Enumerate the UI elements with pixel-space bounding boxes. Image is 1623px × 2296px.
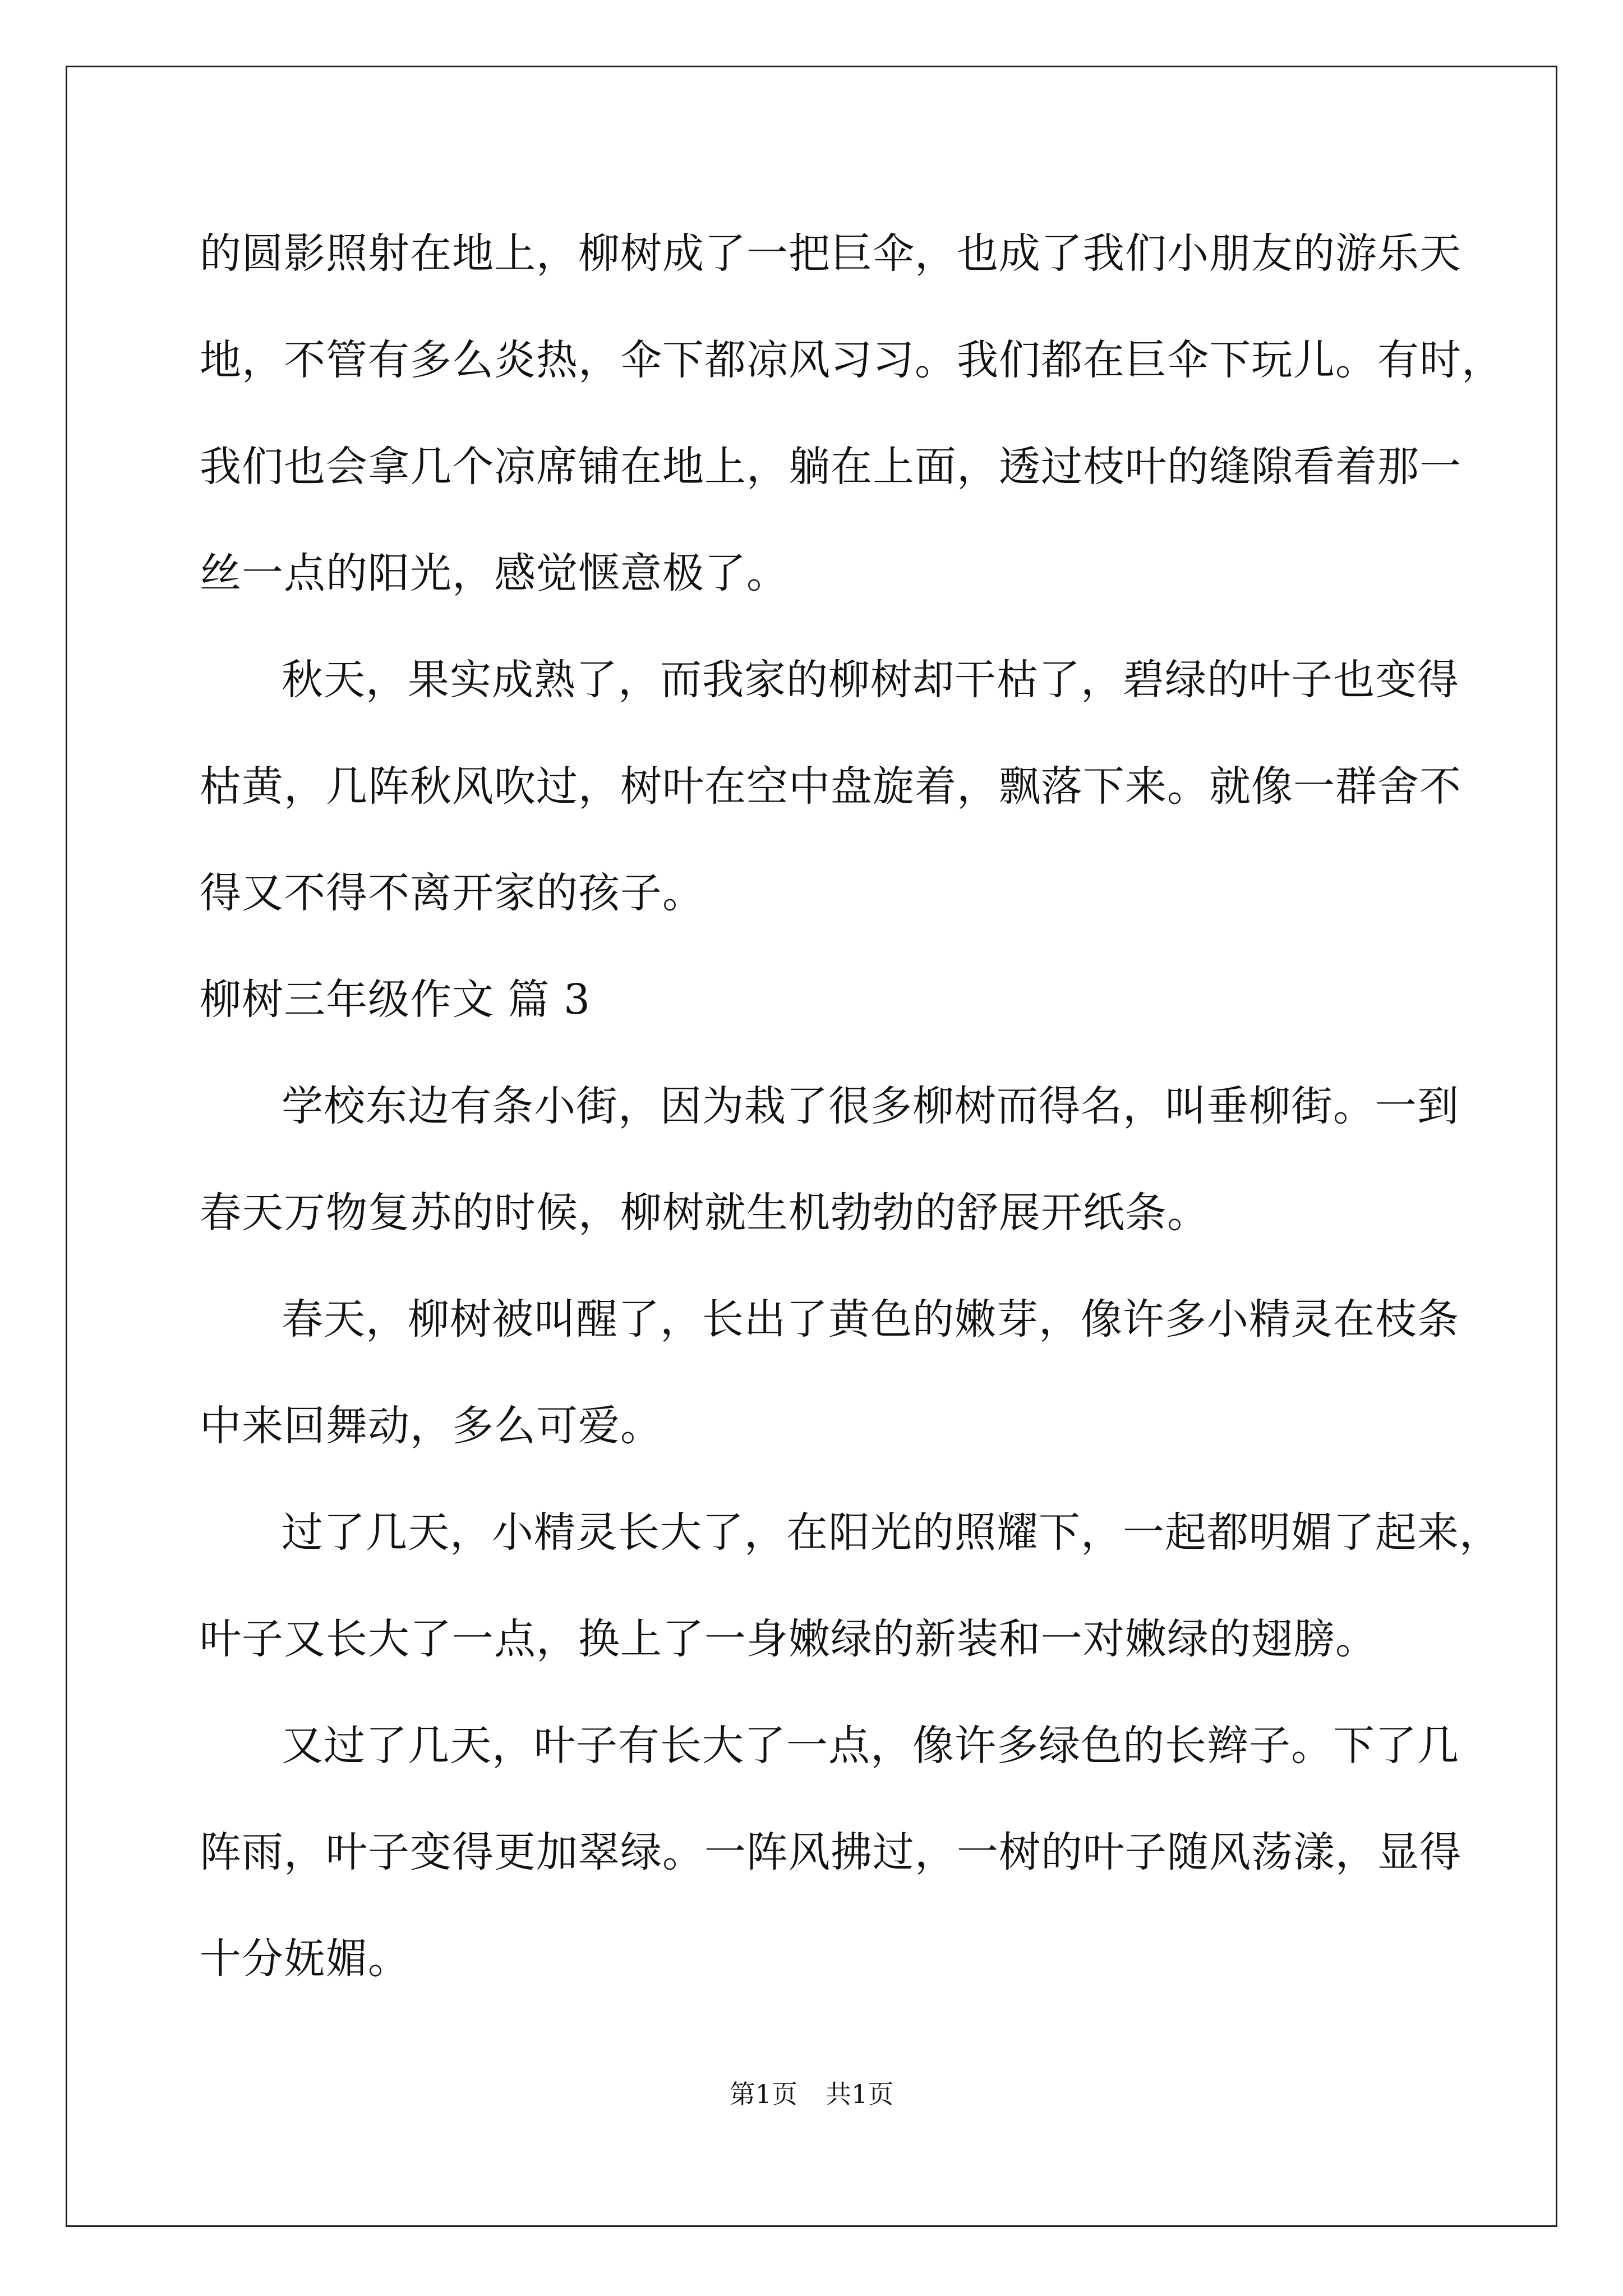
text-line: 十分妩媚。 (200, 1935, 410, 1983)
page-footer (0, 2077, 1623, 2111)
text-line: 春天万物复苏的时候，柳树就生机勃勃的舒展开纸条。 (200, 1189, 1209, 1237)
paragraph-start-line: 过了几天，小精灵长大了，在阳光的照耀下，一起都明媚了起来， (282, 1508, 1501, 1557)
text-line: 得又不得不离开家的孩子。 (200, 869, 704, 917)
paragraph-start-line: 又过了几天，叶子有长大了一点，像许多绿色的长辫子。下了几 (282, 1722, 1459, 1770)
text-line: 丝一点的阳光，感觉惬意极了。 (200, 549, 789, 597)
page-total: 共1页 (826, 2079, 894, 2109)
text-line: 的圆影照射在地上，柳树成了一把巨伞，也成了我们小朋友的游乐天 (200, 229, 1461, 278)
page-border (66, 66, 1557, 2227)
paragraph-start-line: 秋天，果实成熟了，而我家的柳树却干枯了，碧绿的叶子也变得 (282, 656, 1459, 704)
text-line: 枯黄，几阵秋风吹过，树叶在空中盘旋着，飘落下来。就像一群舍不 (200, 762, 1461, 811)
page-number: 第1页 (729, 2079, 797, 2109)
section-heading: 柳树三年级作文 篇 3 (200, 976, 591, 1024)
text-line: 叶子又长大了一点，换上了一身嫩绿的新装和一对嫩绿的翅膀。 (200, 1615, 1377, 1663)
text-line: 我们也会拿几个凉席铺在地上，躺在上面，透过枝叶的缝隙看着那一 (200, 443, 1461, 491)
paragraph-start-line: 学校东边有条小街，因为栽了很多柳树而得名，叫垂柳街。一到 (282, 1082, 1459, 1130)
text-line: 阵雨，叶子变得更加翠绿。一阵风拂过，一树的叶子随风荡漾，显得 (200, 1828, 1461, 1876)
paragraph-start-line: 春天，柳树被叫醒了，长出了黄色的嫩芽，像许多小精灵在枝条 (282, 1295, 1459, 1343)
text-line: 地，不管有多么炎热，伞下都凉风习习。我们都在巨伞下玩儿。有时， (200, 336, 1504, 384)
text-line: 中来回舞动，多么可爱。 (200, 1402, 662, 1450)
